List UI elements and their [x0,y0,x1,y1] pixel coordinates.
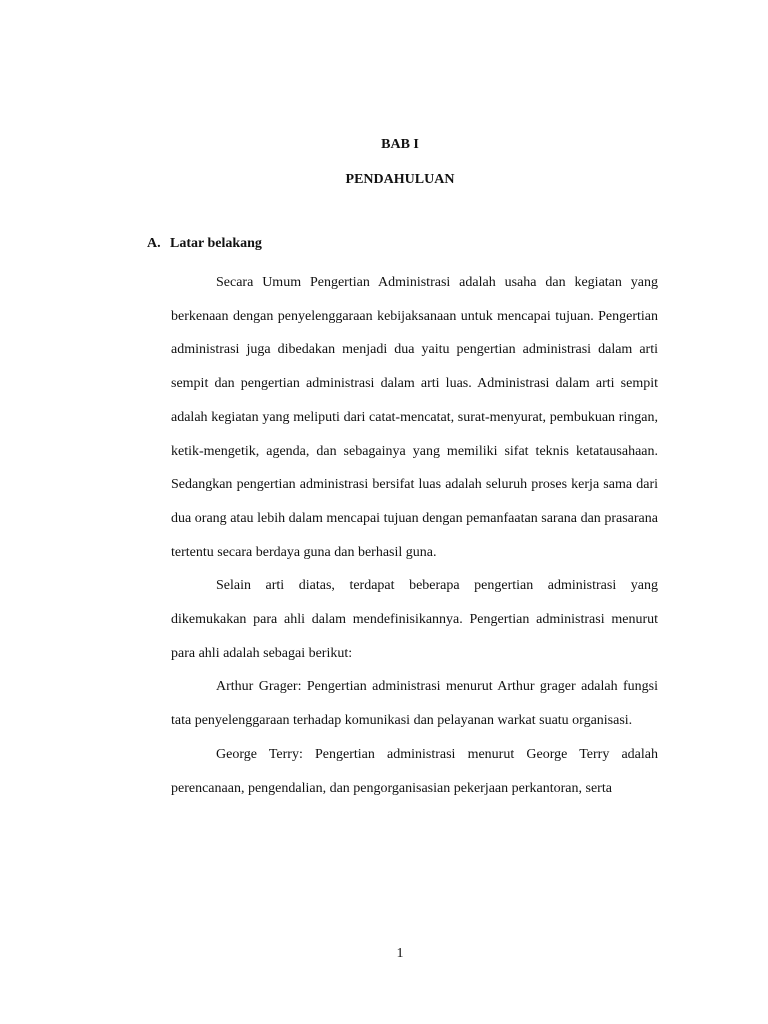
chapter-number: BAB I [381,137,419,152]
section-title: Latar belakang [170,236,262,251]
paragraph-experts: Selain arti diatas, terdapat beberapa pengertian administrasi yang dikemukakan para ahli dalam mendefinisikannya. Pengertian administrasi menurut para ahli adalah sebagai berikut: [171,578,658,661]
section-label: A. [147,236,161,251]
paragraph-arthur-grager: Arthur Grager: Pengertian administrasi menurut Arthur grager adalah fungsi tata penyelenggaraan terhadap komunikasi dan pelayanan warkat suatu organisasi. [171,679,658,729]
paragraph-intro: Secara Umum Pengertian Administrasi adalah usaha dan kegiatan yang berkenaan dengan penyelenggaraan kebijaksanaan untuk mencapai tujuan. Pengertian administrasi juga dibedakan menjadi dua yaitu pengertian administrasi dalam arti sempit dan pengertian administrasi dalam arti luas. Administrasi dalam arti sempit adalah kegiatan yang meliputi dari catat-mencatat, surat-menyurat, pembukuan ringan, ketik-mengetik, agenda, dan sebagainya yang memiliki sifat teknis ketatausahaan. Sedangkan pengertian administrasi bersifat luas adalah seluruh proses kerja sama dari dua orang atau lebih dalam mencapai tujuan dengan pemanfaatan sarana dan prasarana tertentu secara berdaya guna dan berhasil guna. [171,275,658,560]
page-number: 1 [396,946,404,961]
body-text [171,266,658,805]
section-heading [147,236,262,252]
paragraph-george-terry: George Terry: Pengertian administrasi menurut George Terry adalah perencanaan, pengendalian, dan pengorganisasian pekerjaan perkantoran, serta [171,746,658,796]
chapter-title: PENDAHULUAN [345,172,455,187]
